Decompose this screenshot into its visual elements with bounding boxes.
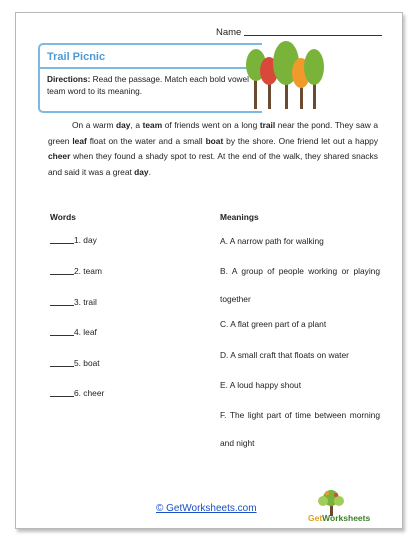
bold-vowel-word: leaf (72, 135, 87, 146)
trees-illustration-icon (246, 35, 326, 111)
word-text: 4. leaf (74, 327, 97, 337)
logo-crown (334, 496, 344, 506)
footer-link[interactable]: © GetWorksheets.com (156, 503, 257, 514)
word-item[interactable] (50, 297, 97, 307)
passage-text: On a warm (72, 120, 117, 130)
word-text: 2. team (74, 266, 102, 276)
meaning-item: B. A group of people working or playing together (220, 266, 380, 304)
passage-text: when they found a shady spot to rest. At the end of the walk, they shared snacks and said it was a great (48, 151, 378, 177)
bold-vowel-word: boat (205, 135, 224, 146)
meanings-heading: Meanings (220, 212, 259, 222)
answer-blank[interactable] (50, 274, 74, 275)
bold-vowel-word: cheer (48, 151, 71, 162)
word-item[interactable] (50, 266, 102, 276)
word-item[interactable] (50, 388, 104, 398)
logo-dot (325, 491, 329, 495)
passage-text: of friends went on a long (162, 120, 260, 130)
bold-vowel-word: day (116, 120, 131, 130)
word-text: 6. cheer (74, 388, 105, 398)
words-heading: Words (50, 212, 76, 222)
bold-vowel-word: team (142, 120, 163, 130)
worksheet-title: Trail Picnic (47, 51, 106, 63)
word-text: 5. boat (74, 358, 100, 368)
meaning-item: E. A loud happy shout (220, 380, 302, 390)
name-label: Name (216, 27, 242, 38)
directions-label: Directions: (47, 74, 91, 84)
meaning-item: C. A flat green part of a plant (220, 319, 327, 329)
word-item[interactable] (50, 358, 100, 368)
meaning-item: F. The light part of time between morning and night (220, 410, 380, 448)
word-text: 1. day (74, 235, 97, 245)
answer-blank[interactable] (50, 305, 74, 306)
meaning-item: D. A small craft that floats on water (220, 350, 349, 360)
answer-blank[interactable] (50, 243, 74, 244)
answer-blank[interactable] (50, 396, 74, 397)
answer-blank[interactable] (50, 335, 74, 336)
directions-text: Read the passage. Match each bold vowel team word to its meaning. (47, 74, 250, 96)
getworksheets-logo (302, 487, 371, 523)
word-item[interactable] (50, 235, 97, 245)
header-box (38, 43, 262, 113)
logo-dot (334, 493, 338, 497)
directions (47, 73, 257, 97)
passage-text: near the pond. They saw a green (48, 120, 379, 146)
meaning-item: A. A narrow path for walking (220, 236, 324, 246)
title-divider (40, 67, 262, 69)
reading-passage (48, 118, 378, 180)
bold-vowel-word: day (134, 166, 149, 177)
logo-text-get: Get (308, 513, 323, 523)
tree-crown (304, 49, 324, 85)
bold-vowel-word: trail (259, 120, 276, 130)
passage-text: , a (130, 120, 143, 130)
word-item[interactable] (50, 327, 97, 337)
logo-text-worksheets: Worksheets (322, 513, 371, 523)
logo-crown (318, 496, 328, 506)
passage-text: by the shore. One friend let out a happy (223, 135, 379, 146)
logo-text (308, 513, 370, 523)
answer-blank[interactable] (50, 366, 74, 367)
passage-text: float on the water and a small (86, 135, 206, 146)
passage-text: . (148, 166, 151, 177)
worksheet-page (15, 12, 403, 529)
word-text: 3. trail (74, 297, 97, 307)
